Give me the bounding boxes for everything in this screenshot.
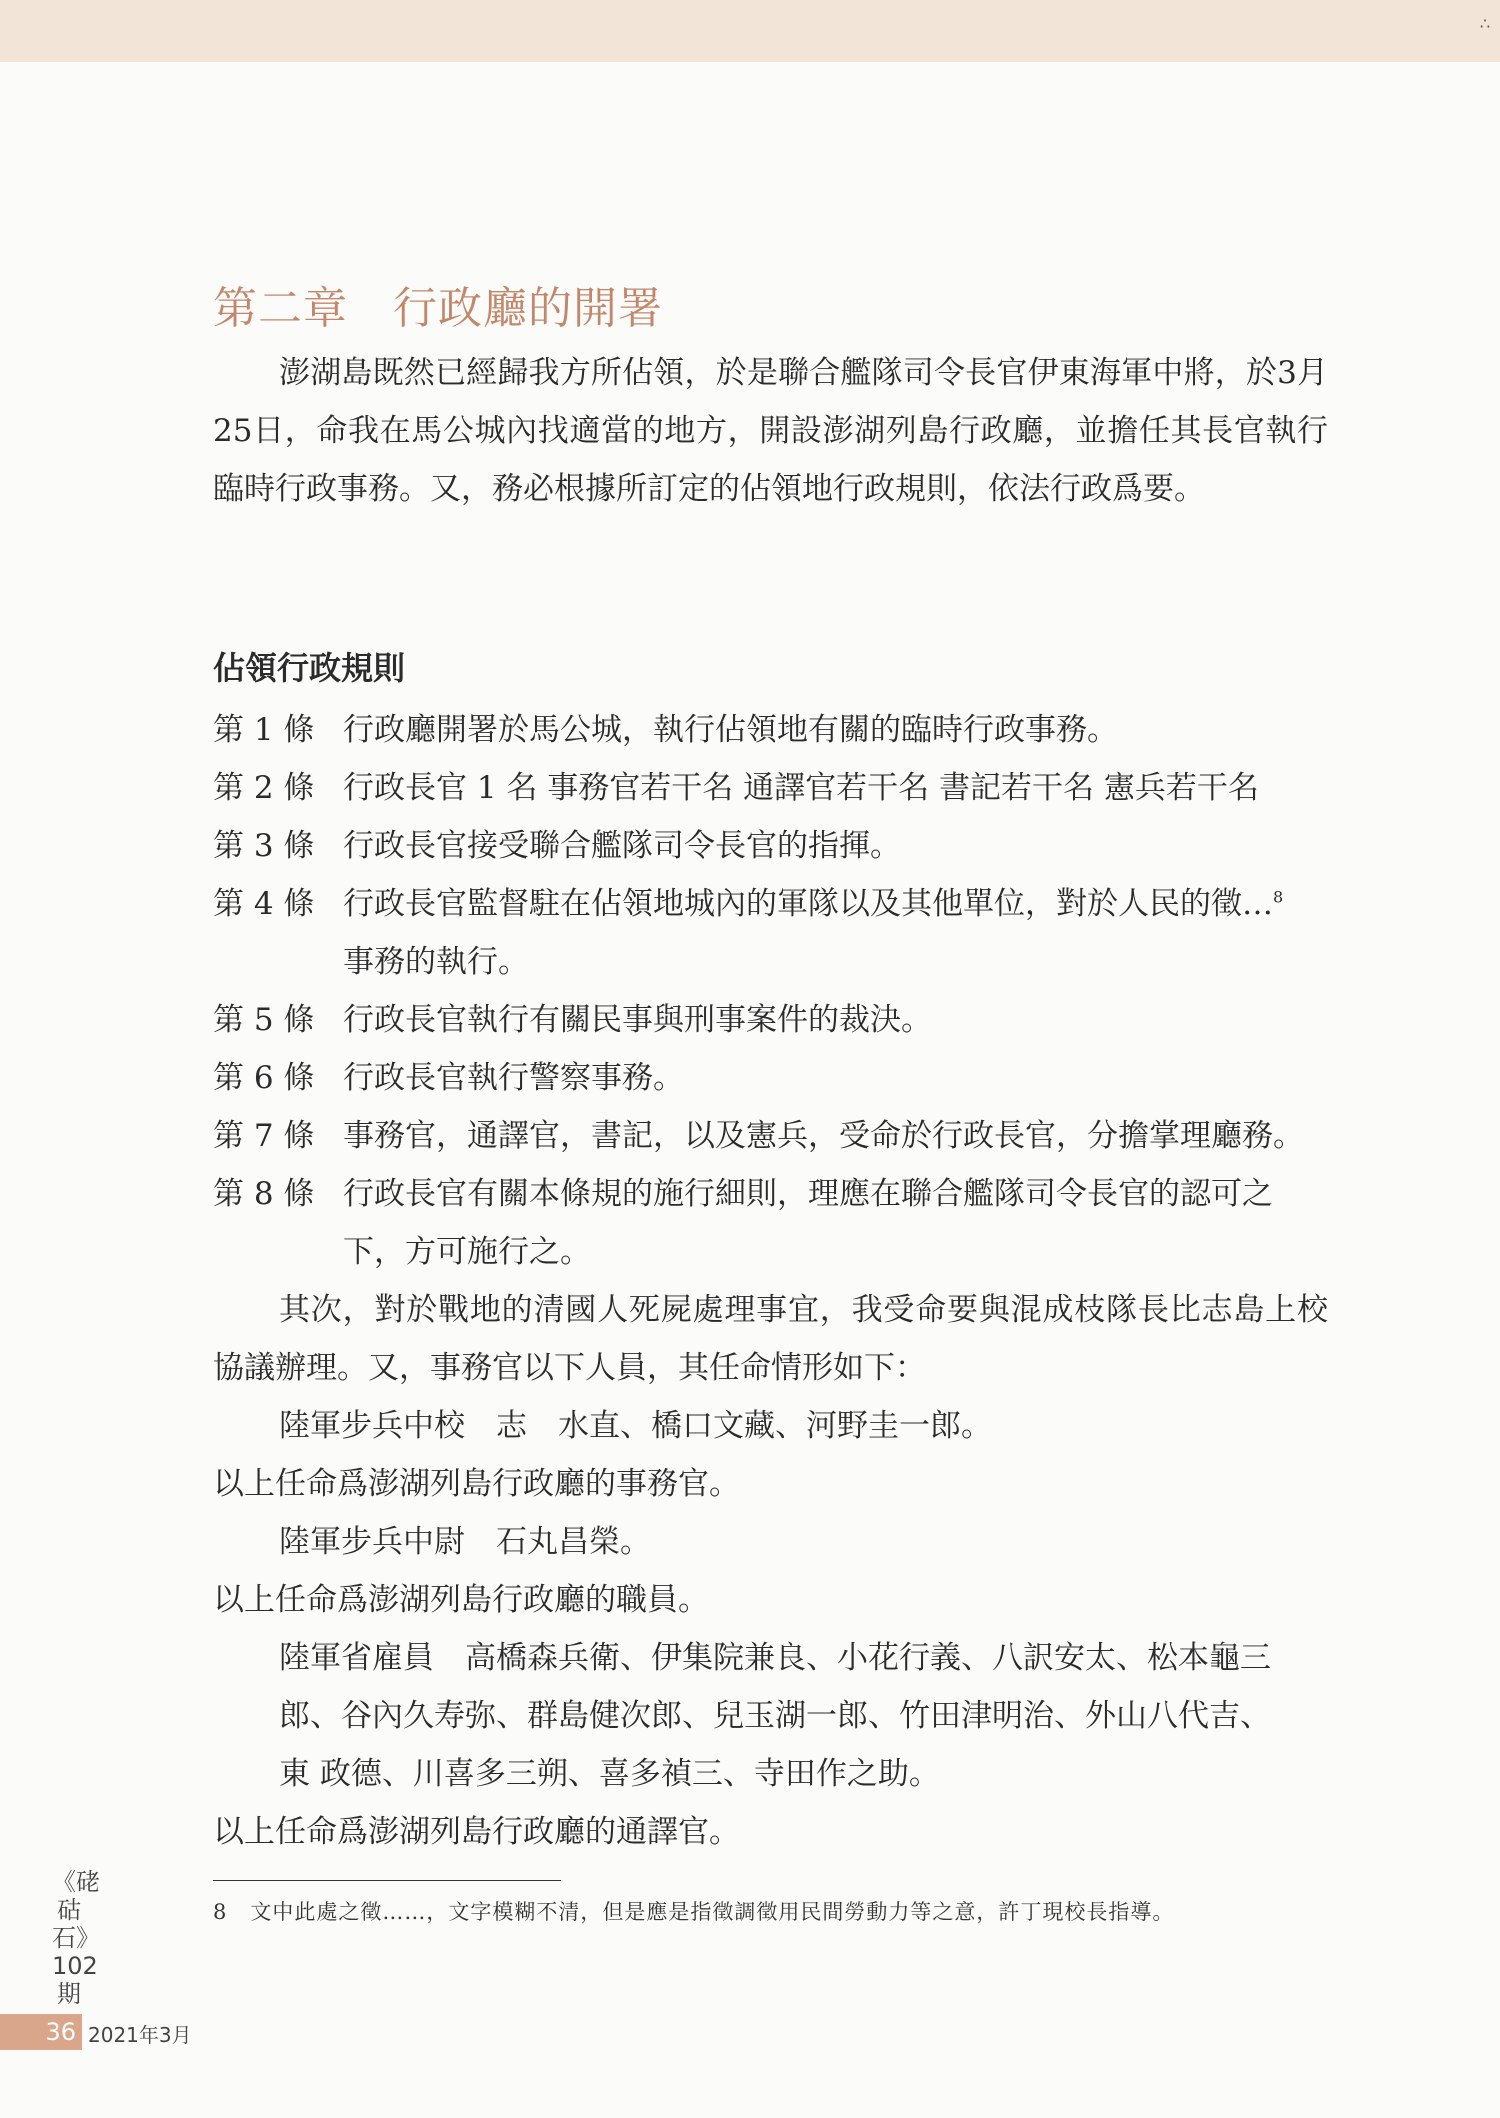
article-4	[213, 875, 1333, 991]
article-text: 事務官，通譯官，書記，以及憲兵，受命於行政長官，分擔掌理廳務。	[343, 1118, 1304, 1154]
article-number: 第 8 條	[213, 1176, 315, 1212]
article-number: 第 4 條	[213, 886, 315, 922]
article-number: 第 3 條	[213, 828, 315, 864]
article-text-block	[343, 875, 1333, 991]
article-number: 第 5 條	[213, 1002, 315, 1038]
corner-mark: ∴	[1479, 14, 1490, 33]
article-text: 行政長官執行警察事務。	[343, 1060, 684, 1096]
appointment-line-2: 以上任命爲澎湖列島行政廳的職員。	[213, 1582, 709, 1618]
article-text: 行政長官有關本條規的施行細則，理應在聯合艦隊司令長官的認可之下，方可施行之。	[343, 1176, 1273, 1270]
footnote-ref: 8	[1273, 887, 1284, 907]
article-1	[213, 701, 1333, 759]
body-paragraph: 其次，對於戰地的清國人死屍處理事宜，我受命要與混成枝隊長比志島上校協議辦理。又，事務官以下人員，其任命情形如下：	[213, 1292, 1328, 1386]
article-number: 第 6 條	[213, 1060, 315, 1096]
page-number: 36	[0, 2014, 82, 2050]
chapter-title: 第二章 行政廳的開署	[213, 283, 663, 334]
article-text: 行政長官執行有關民事與刑事案件的裁決。	[343, 1002, 932, 1038]
footnote	[213, 1896, 1174, 1926]
footnote-number: 8	[213, 1900, 228, 1924]
article-7	[213, 1107, 1333, 1165]
officer-list-2: 陸軍步兵中尉 石丸昌榮。	[279, 1524, 651, 1560]
article-number: 第 1 條	[213, 712, 315, 748]
article-3	[213, 817, 1333, 875]
article-5	[213, 991, 1333, 1049]
intro-paragraph: 澎湖島既然已經歸我方所佔領，於是聯合艦隊司令長官伊東海軍中將，於3月25日，命我在馬公城內找適當的地方，開設澎湖列島行政廳，並擔任其長官執行臨時行政事務。又，務必根據所訂定的佔領地行政規則，依法行政爲要。	[213, 355, 1328, 507]
section-heading: 佔領行政規則	[213, 649, 406, 687]
article-text: 行政長官接受聯合艦隊司令長官的指揮。	[343, 828, 901, 864]
article-2	[213, 759, 1333, 817]
appointment-line-3: 以上任命爲澎湖列島行政廳的通譯官。	[213, 1814, 740, 1850]
journal-title: 《硓𥑮石》102期	[52, 1868, 100, 2008]
officer-list-3-line-1: 陸軍省雇員 高橋森兵衛、伊集院兼良、小花行義、八訳安太、松本龜三	[279, 1640, 1271, 1676]
officer-list-3-line-3: 東 政德、川喜多三朔、喜多禎三、寺田作之助。	[279, 1756, 940, 1792]
article-text: 行政長官監督駐在佔領地城內的軍隊以及其他單位，對於人民的徵…	[343, 886, 1273, 922]
article-8	[213, 1165, 1333, 1281]
top-band	[0, 0, 1500, 62]
article-number: 第 2 條	[213, 770, 315, 806]
article-text-continued: 事務的執行。	[343, 944, 529, 980]
footnote-divider	[213, 1880, 561, 1881]
officer-list-3-line-2: 郎、谷內久寿弥、群島健次郎、兒玉湖一郎、竹田津明治、外山八代吉、	[279, 1698, 1271, 1734]
issue-date: 2021年3月	[88, 2023, 192, 2047]
officer-list-1: 陸軍步兵中校 志 水直、橋口文藏、河野圭一郎。	[279, 1408, 992, 1444]
appointment-line-1: 以上任命爲澎湖列島行政廳的事務官。	[213, 1466, 740, 1502]
article-text: 行政長官 1 名 事務官若干名 通譯官若干名 書記若干名 憲兵若干名	[343, 770, 1259, 806]
footnote-text: 文中此處之徵……，文字模糊不清，但是應是指徵調徵用民間勞動力等之意，許丁現校長指導。	[250, 1900, 1175, 1924]
article-text: 行政廳開署於馬公城，執行佔領地有關的臨時行政事務。	[343, 712, 1118, 748]
article-number: 第 7 條	[213, 1118, 315, 1154]
article-6	[213, 1049, 1333, 1107]
